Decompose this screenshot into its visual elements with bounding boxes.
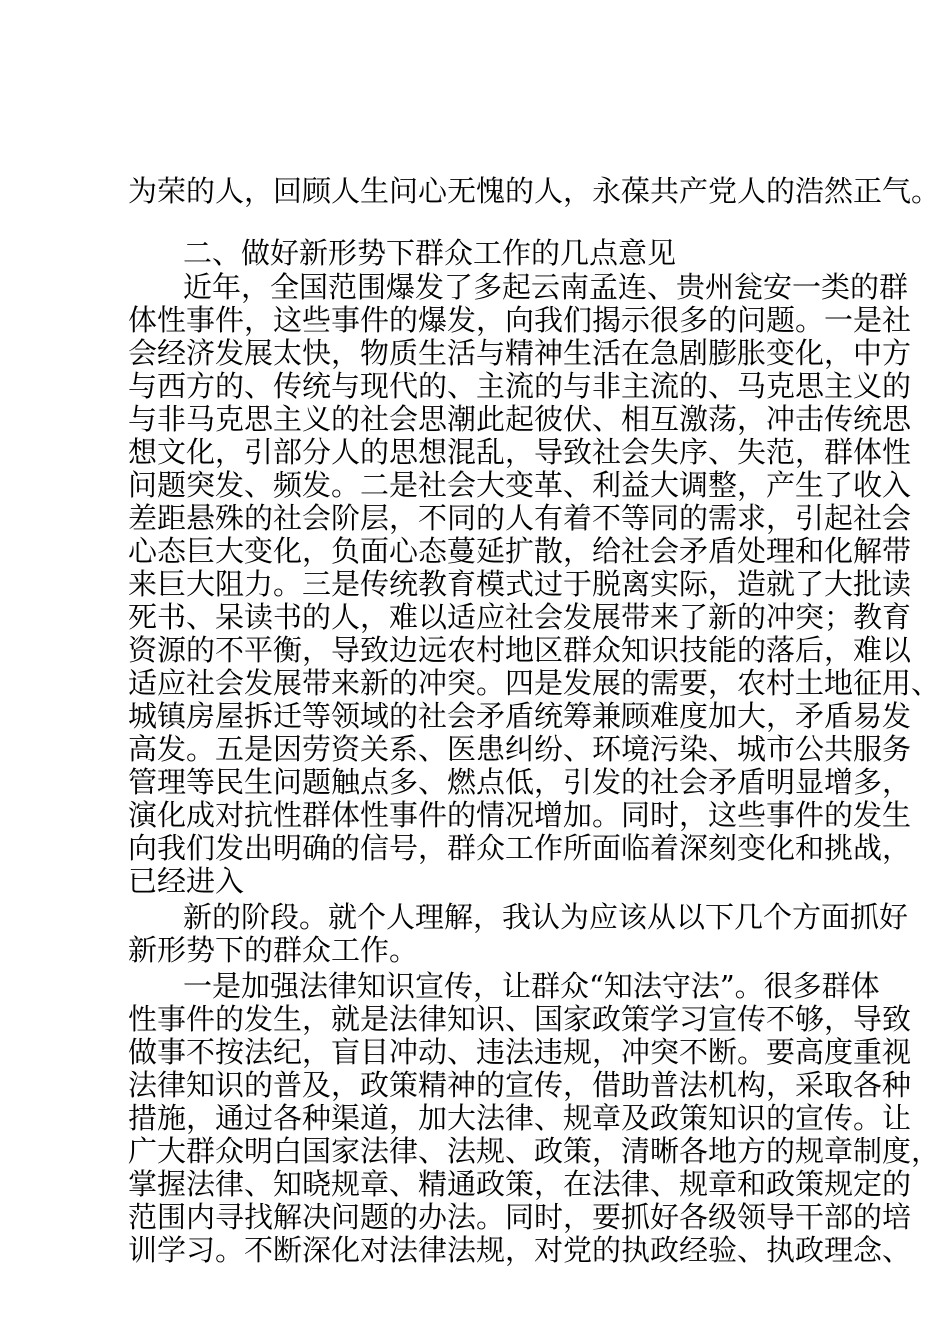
text-line: 训学习。不断深化对法律法规，对党的执政经验、执政理念、 (128, 1233, 912, 1267)
text-line: 措施，通过各种渠道，加大法律、规章及政策知识的宣传。让 (128, 1101, 912, 1135)
text-line: 做事不按法纪，盲目冲动、违法违规，冲突不断。要高度重视 (128, 1035, 912, 1069)
section-heading: 二、做好新形势下群众工作的几点意见 (183, 236, 677, 270)
text-line: 城镇房屋拆迁等领域的社会矛盾统筹兼顾难度加大，矛盾易发 (128, 699, 912, 733)
text-line: 广大群众明白国家法律、法规、政策，清晰各地方的规章制度， (128, 1134, 941, 1168)
text-line: 掌握法律、知晓规章、精通政策，在法律、规章和政策规定的 (128, 1167, 912, 1201)
text-line: 资源的不平衡，导致边远农村地区群众知识技能的落后，难以 (128, 633, 912, 667)
text-line: 已经进入 (128, 864, 245, 898)
text-line: 与西方的、传统与现代的、主流的与非主流的、马克思主义的 (128, 369, 912, 403)
text-line: 近年，全国范围爆发了多起云南孟连、贵州瓮安一类的群 (183, 270, 909, 304)
text-line: 演化成对抗性群体性事件的情况增加。同时，这些事件的发生 (128, 798, 912, 832)
text-line: 新形势下的群众工作。 (128, 933, 419, 967)
text-line: 体性事件，这些事件的爆发，向我们揭示很多的问题。一是社 (128, 303, 912, 337)
text-line: 来巨大阻力。三是传统教育模式过于脱离实际，造就了大批读 (128, 567, 912, 601)
text-line: 心态巨大变化，负面心态蔓延扩散，给社会矛盾处理和化解带 (128, 534, 912, 568)
text-line: 新的阶段。就个人理解，我认为应该从以下几个方面抓好 (183, 900, 909, 934)
text-line: 适应社会发展带来新的冲突。四是发展的需要，农村土地征用、 (128, 666, 941, 700)
text-line: 会经济发展太快，物质生活与精神生活在急剧膨胀变化，中方 (128, 336, 912, 370)
text-line: 问题突发、频发。二是社会大变革、利益大调整，产生了收入 (128, 468, 912, 502)
text-line: 一是加强法律知识宣传，让群众“知法守法”。很多群体 (183, 969, 880, 1003)
text-line: 死书、呆读书的人，难以适应社会发展带来了新的冲突；教育 (128, 600, 912, 634)
text-line: 范围内寻找解决问题的办法。同时，要抓好各级领导干部的培 (128, 1200, 912, 1234)
text-line: 性事件的发生，就是法律知识、国家政策学习宣传不够，导致 (128, 1002, 912, 1036)
text-line: 管理等民生问题触点多、燃点低，引发的社会矛盾明显增多， (128, 765, 912, 799)
text-line: 差距悬殊的社会阶层，不同的人有着不等同的需求，引起社会 (128, 501, 912, 535)
text-line: 高发。五是因劳资关系、医患纠纷、环境污染、城市公共服务 (128, 732, 912, 766)
text-line: 法律知识的普及，政策精神的宣传，借助普法机构，采取各种 (128, 1068, 912, 1102)
text-line: 向我们发出明确的信号，群众工作所面临着深刻变化和挑战， (128, 831, 912, 865)
text-line: 为荣的人，回顾人生问心无愧的人，永葆共产党人的浩然正气。 (128, 174, 941, 208)
text-line: 与非马克思主义的社会思潮此起彼伏、相互激荡，冲击传统思 (128, 402, 912, 436)
text-line: 想文化，引部分人的思想混乱，导致社会失序、失范，群体性 (128, 435, 912, 469)
